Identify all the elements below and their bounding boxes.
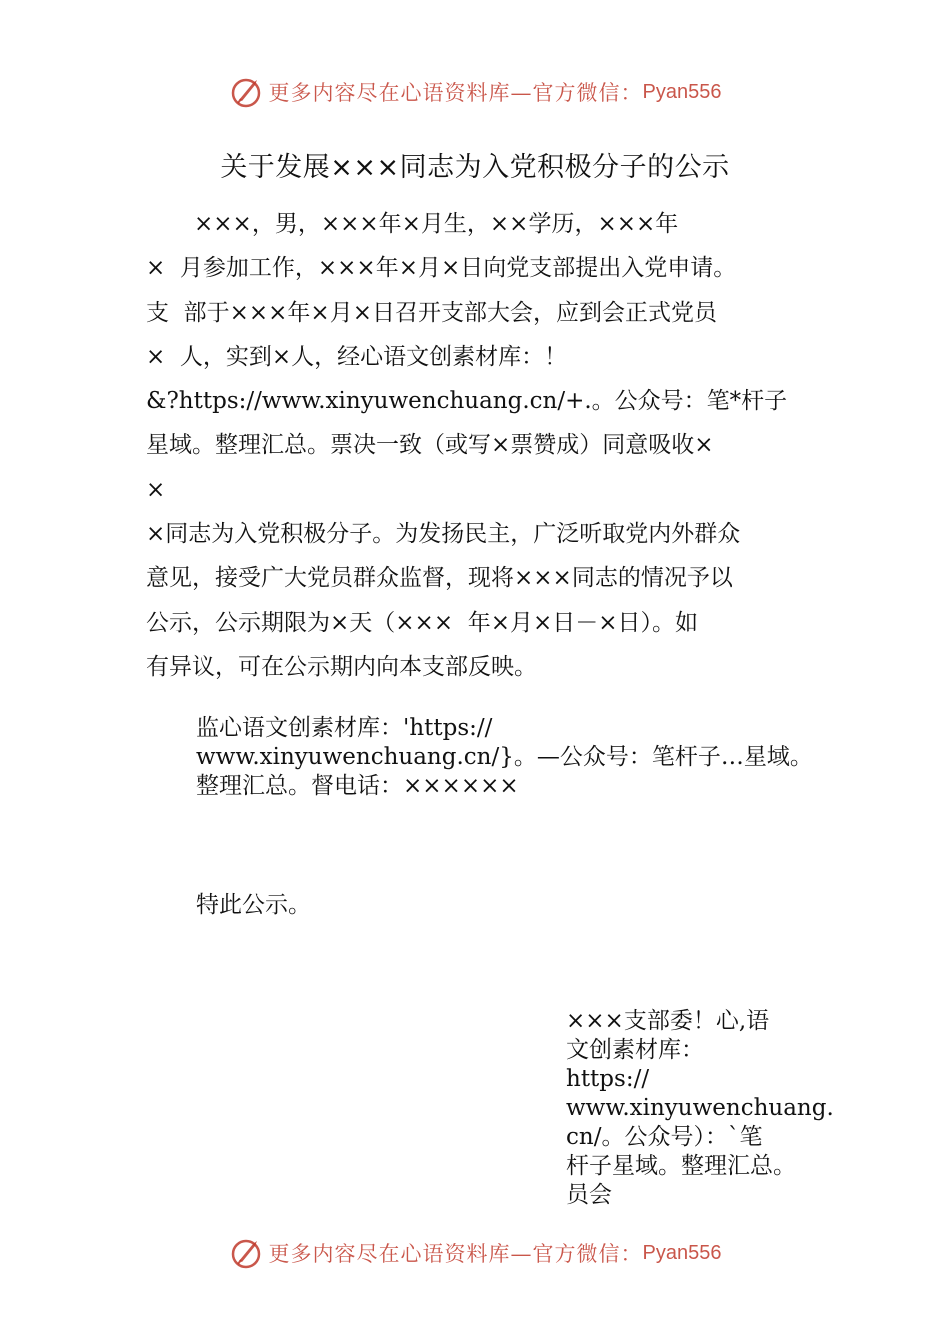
body-line: × 人，实到×人，经心语文创素材库：！: [146, 343, 568, 370]
signature-line: 杆子星域。整理汇总。: [566, 1153, 796, 1179]
body-line: 支 部于×××年×月×日召开支部大会，应到会正式党员: [146, 299, 717, 326]
signature-line: cn/。公众号）：`笔: [566, 1124, 763, 1150]
signature-line: ×××支部委！心,语: [566, 1008, 770, 1034]
quill-pen-circle-icon: [229, 1235, 265, 1271]
body-line: × 月参加工作，×××年×月×日向党支部提出入党申请。: [146, 255, 737, 282]
signature-line: 文创素材库：: [566, 1037, 704, 1063]
body-line: 有异议，可在公示期内向本支部反映。: [146, 653, 537, 680]
body-line: 意见，接受广大党员群众监督，现将×××同志的情况予以: [146, 565, 733, 592]
supervision-line: 整理汇总。督电话：××××××: [196, 773, 519, 799]
body-line: &?https://www.xinyuwenchuang.cn/+.。公众号：笔*杆子: [146, 388, 788, 415]
signature-line: www.xinyuwenchuang.: [566, 1095, 834, 1121]
header-banner: [0, 72, 950, 112]
signature-line: 员会: [566, 1182, 612, 1208]
body-line: ×: [146, 476, 166, 503]
special-notice: 特此公示。: [196, 892, 311, 918]
announcement-body: [146, 202, 816, 689]
banner-wechat-id: Pyan556: [642, 80, 722, 103]
body-line: ×××，男，×××年×月生，××学历，×××年: [194, 211, 679, 237]
banner-text: 更多内容尽在心语资料库—官方微信：: [268, 1242, 643, 1266]
signature-line: https://: [566, 1066, 650, 1092]
body-line: 星域。整理汇总。票决一致（或写×票赞成）同意吸收×: [146, 432, 714, 459]
page-title: 关于发展×××同志为入党积极分子的公示: [220, 152, 730, 183]
supervision-paragraph: [196, 714, 836, 801]
quill-pen-circle-icon: [229, 74, 265, 110]
supervision-line: www.xinyuwenchuang.cn/}。—公众号：笔杆子…星域。: [196, 744, 813, 770]
banner-text: 更多内容尽在心语资料库—官方微信：: [268, 81, 643, 105]
footer-banner: [0, 1233, 950, 1273]
body-line: 公示，公示期限为×天（××× 年×月×日－×日）。如: [146, 609, 699, 636]
body-line: ×同志为入党积极分子。为发扬民主，广泛听取党内外群众: [146, 521, 741, 548]
banner-wechat-id: Pyan556: [642, 1241, 722, 1264]
supervision-line: 监心语文创素材库：'https://: [196, 715, 493, 741]
signature-block: [566, 1007, 834, 1210]
